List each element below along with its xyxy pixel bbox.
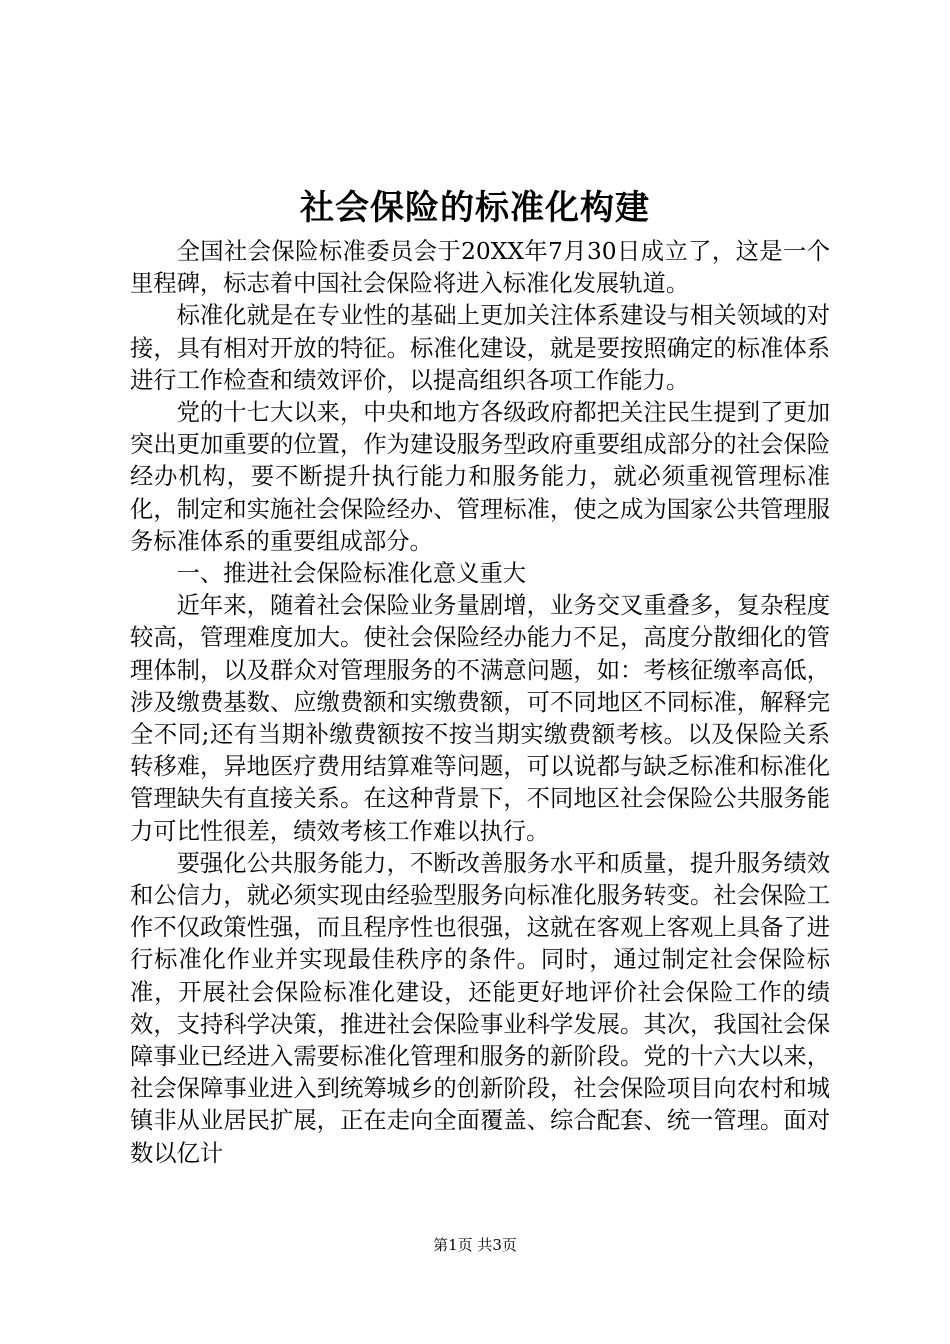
paragraph: 党的十七大以来，中央和地方各级政府都把关注民生提到了更加突出更加重要的位置，作为建设服务型政府重要组成部分的社会保险经办机构，要不断提升执行能力和服务能力，就必须重视管理标准化，制定和实施社会保险经办、管理标准，使之成为国家公共管理服务标准体系的重要组成部分。: [130, 399, 830, 555]
document-title: 社会保险的标准化构建: [300, 188, 650, 228]
page-footer: 第1页 共3页: [433, 1236, 517, 1254]
paragraph: 全国社会保险标准委员会于20XX年7月30日成立了，这是一个里程碑，标志着中国社会保险将进入标准化发展轨道。: [130, 238, 830, 298]
paragraph: 要强化公共服务能力，不断改善服务水平和质量，提升服务绩效和公信力，就必须实现由经验型服务向标准化服务转变。社会保险工作不仅政策性强，而且程序性也很强，这就在客观上客观上具备了进行标准化作业并实现最佳秩序的条件。同时，通过制定社会保险标准，开展社会保险标准化建设，还能更好地评价社会保险工作的绩效，支持科学决策，推进社会保险事业科学发展。其次，我国社会保障事业已经进入需要标准化管理和服务的新阶段。党的十六大以来，社会保障事业进入到统筹城乡的创新阶段，社会保险项目向农村和城镇非从业居民扩展，正在走向全面覆盖、综合配套、统一管理。面对数以亿计: [130, 849, 830, 1167]
paragraph: 标准化就是在专业性的基础上更加关注体系建设与相关领域的对接，具有相对开放的特征。标准化建设，就是要按照确定的标准体系进行工作检查和绩效评价，以提高组织各项工作能力。: [130, 302, 830, 394]
section-heading: 一、推进社会保险标准化意义重大: [176, 560, 527, 588]
paragraph: 近年来，随着社会保险业务量剧增，业务交叉重叠多，复杂程度较高，管理难度加大。使社会保险经办能力不足，高度分散细化的管理体制，以及群众对管理服务的不满意问题，如：考核征缴率高低，涉及缴费基数、应缴费额和实缴费额，可不同地区不同标准，解释完全不同;还有当期补缴费额按不按当期实缴费额考核。以及保险关系转移难，异地医疗费用结算难等问题，可以说都与缺乏标准和标准化管理缺失有直接关系。在这种背景下，不同地区社会保险公共服务能力可比性很差，绩效考核工作难以执行。: [130, 592, 830, 845]
document-body: [130, 236, 830, 1170]
